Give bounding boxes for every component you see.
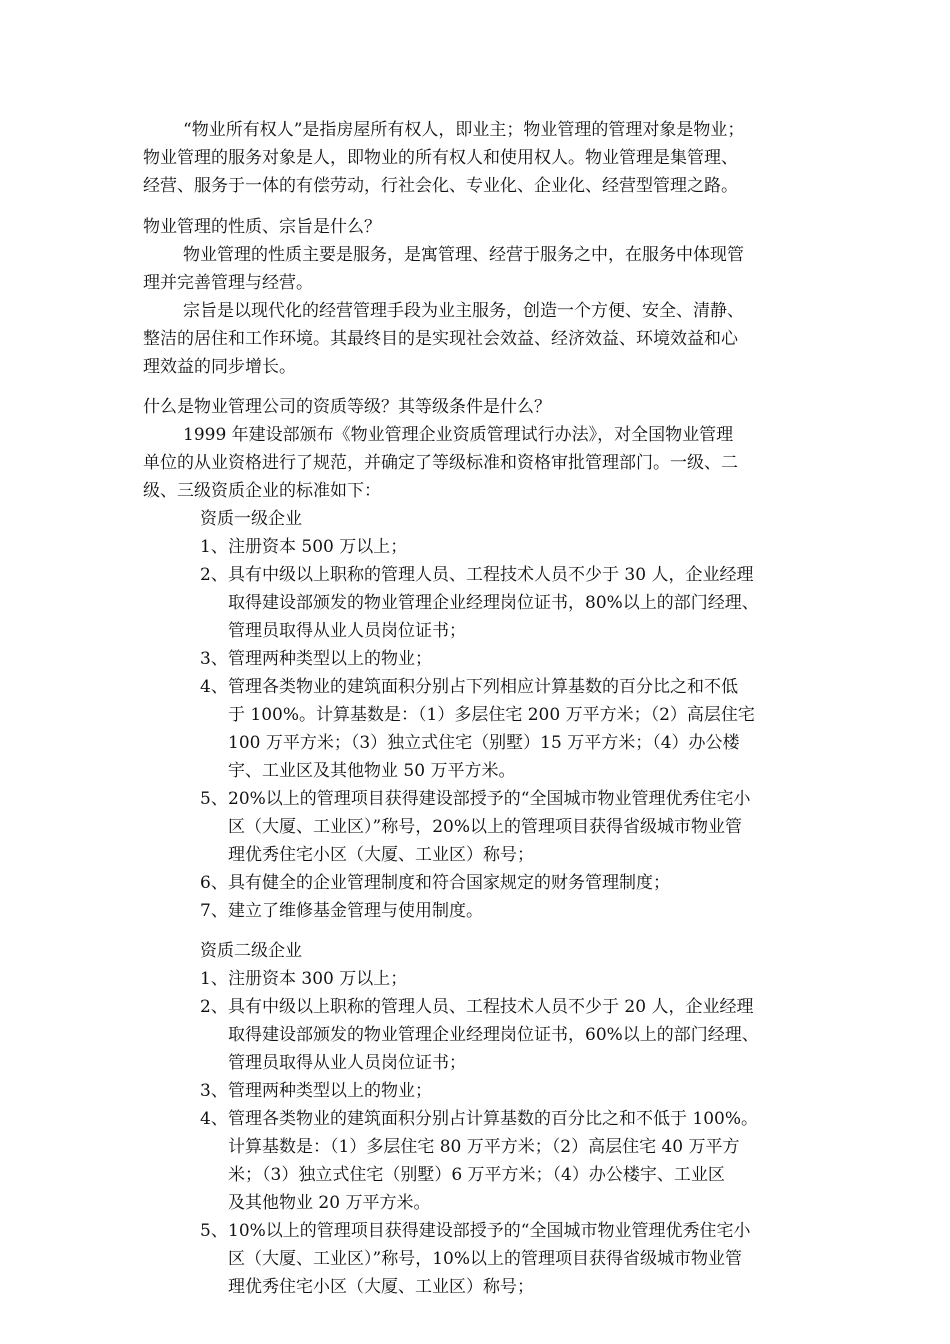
level1-item5-line-1: 20%以上的管理项目获得建设部授予的“全国城市物业管理优秀住宅小 xyxy=(228,789,751,809)
level2-item4-line-2: 计算基数是：（1）多层住宅 80 万平方米；（2）高层住宅 40 万平方 xyxy=(228,1137,740,1157)
level2-item4-line-4: 及其他物业 20 万平方米。 xyxy=(228,1193,431,1213)
level2-item5-num: 5、 xyxy=(200,1221,228,1241)
level1-item4-num: 4、 xyxy=(200,677,228,697)
level2-item1-num: 1、 xyxy=(200,969,228,989)
level2-item5-line-1: 10%以上的管理项目获得建设部授予的“全国城市物业管理优秀住宅小 xyxy=(228,1221,751,1241)
level2-item4-line-3: 米；（3）独立式住宅（别墅）6 万平方米；（4）办公楼宇、工业区 xyxy=(228,1165,725,1185)
level1-item4-line-3: 100 万平方米；（3）独立式住宅（别墅）15 万平方米；（4）办公楼 xyxy=(228,733,740,753)
section2-intro-line-1: 1999 年建设部颁布《物业管理企业资质管理试行办法》，对全国物业管理 xyxy=(183,425,734,445)
level1-item4-line-1: 管理各类物业的建筑面积分别占下列相应计算基数的百分比之和不低 xyxy=(228,677,738,697)
intro-line-2: 物业管理的服务对象是人，即物业的所有权人和使用权人。物业管理是集管理、 xyxy=(143,148,738,168)
level1-item3-line-1: 管理两种类型以上的物业； xyxy=(228,649,432,669)
section1-para1-line-1: 物业管理的性质主要是服务，是寓管理、经营于服务之中，在服务中体现管 xyxy=(183,245,744,265)
section2-intro-line-3: 级、三级资质企业的标准如下： xyxy=(143,481,381,501)
level2-item2-line-1: 具有中级以上职称的管理人员、工程技术人员不少于 20 人，企业经理 xyxy=(228,997,754,1017)
level2-item5-line-2: 区（大厦、工业区）”称号，10%以上的管理项目获得省级城市物业管 xyxy=(228,1249,742,1269)
level1-item1-num: 1、 xyxy=(200,537,228,557)
level1-item2-line-3: 管理员取得从业人员岗位证书； xyxy=(228,621,466,641)
level2-item4-line-1: 管理各类物业的建筑面积分别占计算基数的百分比之和不低于 100%。 xyxy=(228,1109,759,1129)
level2-item2-line-2: 取得建设部颁发的物业管理企业经理岗位证书，60%以上的部门经理、 xyxy=(228,1025,759,1045)
level1-title: 资质一级企业 xyxy=(200,509,302,529)
level1-item5-line-2: 区（大厦、工业区）”称号，20%以上的管理项目获得省级城市物业管 xyxy=(228,817,742,837)
level1-item2-line-2: 取得建设部颁发的物业管理企业经理岗位证书，80%以上的部门经理、 xyxy=(228,593,759,613)
level2-item2-line-3: 管理员取得从业人员岗位证书； xyxy=(228,1053,466,1073)
section1-para2-line-2: 整洁的居住和工作环境。其最终目的是实现社会效益、经济效益、环境效益和心 xyxy=(143,329,738,349)
level2-item3-num: 3、 xyxy=(200,1081,228,1101)
intro-line-1: “物业所有权人”是指房屋所有权人，即业主；物业管理的管理对象是物业； xyxy=(183,120,745,140)
level2-item1-line-1: 注册资本 300 万以上； xyxy=(228,969,408,989)
section2-question: 什么是物业管理公司的资质等级？其等级条件是什么？ xyxy=(143,397,551,417)
section1-para2-line-1: 宗旨是以现代化的经营管理手段为业主服务，创造一个方便、安全、清静、 xyxy=(183,301,744,321)
level1-item6-line-1: 具有健全的企业管理制度和符合国家规定的财务管理制度； xyxy=(228,873,670,893)
level1-item2-line-1: 具有中级以上职称的管理人员、工程技术人员不少于 30 人，企业经理 xyxy=(228,565,754,585)
section1-para2-line-3: 理效益的同步增长。 xyxy=(143,357,296,377)
section2-intro-line-2: 单位的从业资格进行了规范，并确定了等级标准和资格审批管理部门。一级、二 xyxy=(143,453,738,473)
level2-item4-num: 4、 xyxy=(200,1109,228,1129)
level1-item7-line-1: 建立了维修基金管理与使用制度。 xyxy=(228,901,483,921)
level1-item2-num: 2、 xyxy=(200,565,228,585)
level2-item3-line-1: 管理两种类型以上的物业； xyxy=(228,1081,432,1101)
section1-para1-line-2: 理并完善管理与经营。 xyxy=(143,273,313,293)
level1-item4-line-2: 于 100%。计算基数是：（1）多层住宅 200 万平方米；（2）高层住宅 xyxy=(228,705,755,725)
level1-item6-num: 6、 xyxy=(200,873,228,893)
level1-item1-line-1: 注册资本 500 万以上； xyxy=(228,537,408,557)
level2-item2-num: 2、 xyxy=(200,997,228,1017)
level2-title: 资质二级企业 xyxy=(200,941,302,961)
level1-item3-num: 3、 xyxy=(200,649,228,669)
level1-item7-num: 7、 xyxy=(200,901,228,921)
intro-line-3: 经营、服务于一体的有偿劳动，行社会化、专业化、企业化、经营型管理之路。 xyxy=(143,176,738,196)
level1-item4-line-4: 宇、工业区及其他物业 50 万平方米。 xyxy=(228,761,516,781)
level1-item5-num: 5、 xyxy=(200,789,228,809)
level1-item5-line-3: 理优秀住宅小区（大厦、工业区）称号； xyxy=(228,845,534,865)
section1-question: 物业管理的性质、宗旨是什么？ xyxy=(143,217,381,237)
level2-item5-line-3: 理优秀住宅小区（大厦、工业区）称号； xyxy=(228,1277,534,1297)
